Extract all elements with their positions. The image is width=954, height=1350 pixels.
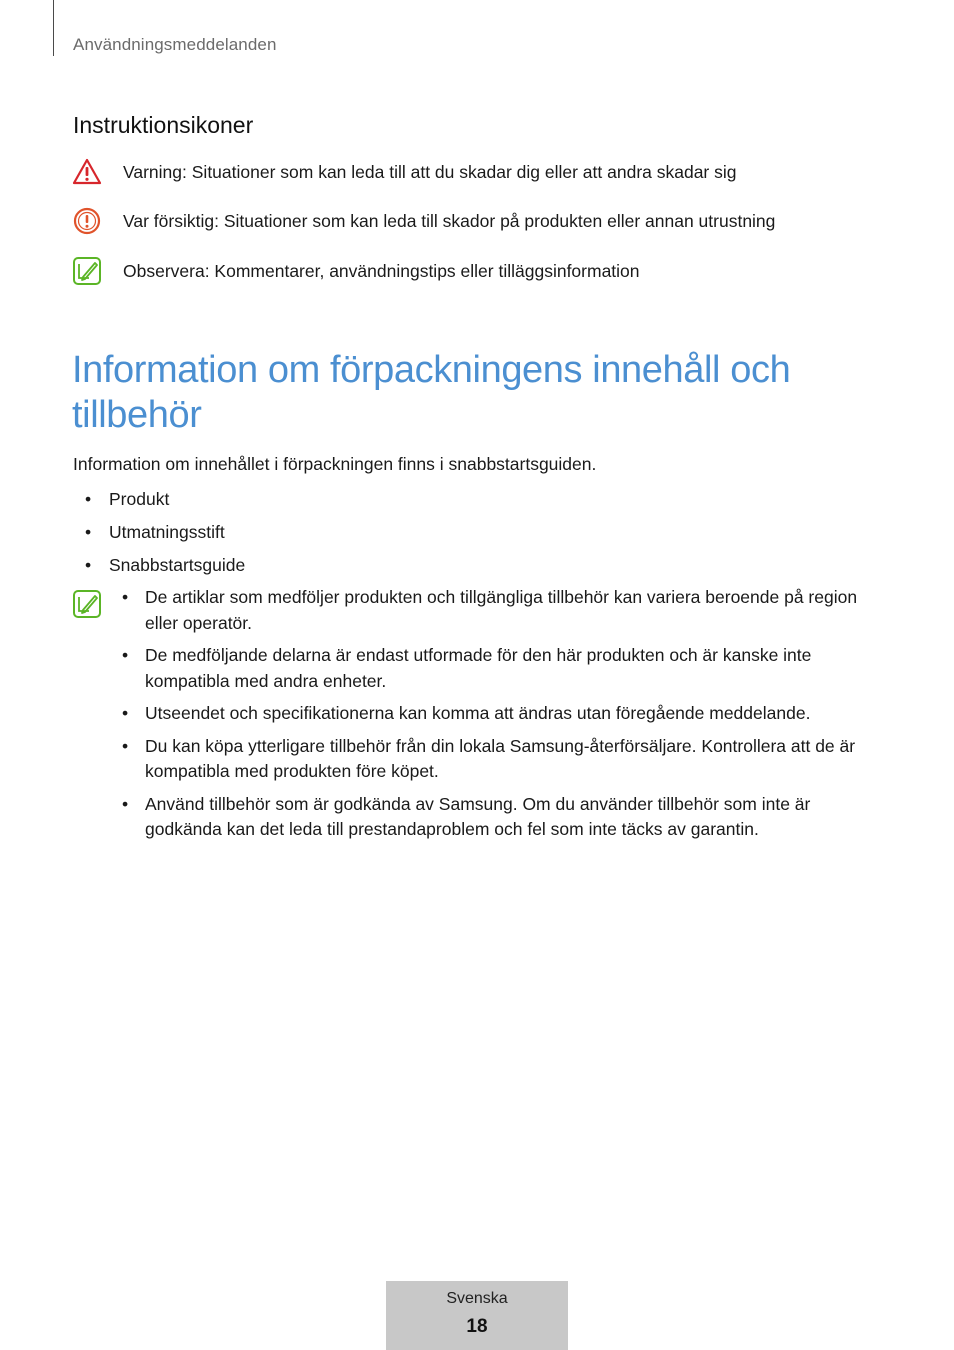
section-heading: Instruktionsikoner	[73, 112, 254, 138]
note-pencil-icon	[72, 256, 102, 286]
legend-description: : Situationer som kan leda till att du skadar dig eller att andra skadar sig	[182, 162, 737, 182]
page-number: 18	[466, 1316, 488, 1337]
legend-term: Var försiktig	[123, 211, 215, 231]
margin-rule	[53, 0, 54, 56]
list-item: • De medföljande delarna är endast utformade för den här produkten och är kanske inte kompatibla med andra enheter.	[122, 643, 887, 694]
icon-legend-caution	[72, 206, 892, 236]
page-title-line-2: tillbehör	[72, 394, 202, 436]
list-item: • Produkt	[73, 487, 245, 520]
page-title-line-1: Information om förpackningens innehåll och	[72, 349, 791, 391]
notes-list	[122, 585, 887, 850]
caution-circle-icon	[72, 206, 102, 236]
package-contents-list	[73, 487, 245, 586]
warning-triangle-icon	[72, 157, 102, 187]
legend-term: Observera	[123, 261, 205, 281]
note-pencil-icon	[72, 589, 102, 619]
legend-description: : Kommentarer, användningstips eller tilläggsinformation	[204, 261, 640, 281]
icon-legend-warning	[72, 157, 892, 187]
page-title	[72, 348, 790, 438]
icon-legend-note	[72, 256, 892, 286]
list-item: • Utseendet och specifikationerna kan komma att ändras utan föregående meddelande.	[122, 701, 887, 727]
list-item: • De artiklar som medföljer produkten och tillgängliga tillbehör kan variera beroende på region eller operatör.	[122, 585, 887, 636]
footer-language: Svenska	[446, 1290, 508, 1307]
intro-paragraph: Information om innehållet i förpackningen finns i snabbstartsguiden.	[73, 454, 597, 474]
list-item: • Utmatningsstift	[73, 520, 245, 553]
list-item: • Du kan köpa ytterligare tillbehör från din lokala Samsung-återförsäljare. Kontrollera att de är kompatibla med produkten före köpet.	[122, 734, 887, 785]
icon-legend-text	[123, 259, 640, 283]
icon-legend-text	[123, 209, 775, 233]
list-item: • Snabbstartsguide	[73, 553, 245, 586]
legend-term: Varning	[123, 162, 183, 182]
legend-description: : Situationer som kan leda till skador på produkten eller annan utrustning	[214, 211, 776, 231]
icon-legend-text	[123, 160, 737, 184]
list-item: • Använd tillbehör som är godkända av Samsung. Om du använder tillbehör som inte är godkända kan det leda till prestandaproblem och fel som inte täcks av garantin.	[122, 792, 887, 843]
page-footer	[386, 1281, 568, 1350]
running-head: Användningsmeddelanden	[73, 35, 277, 54]
